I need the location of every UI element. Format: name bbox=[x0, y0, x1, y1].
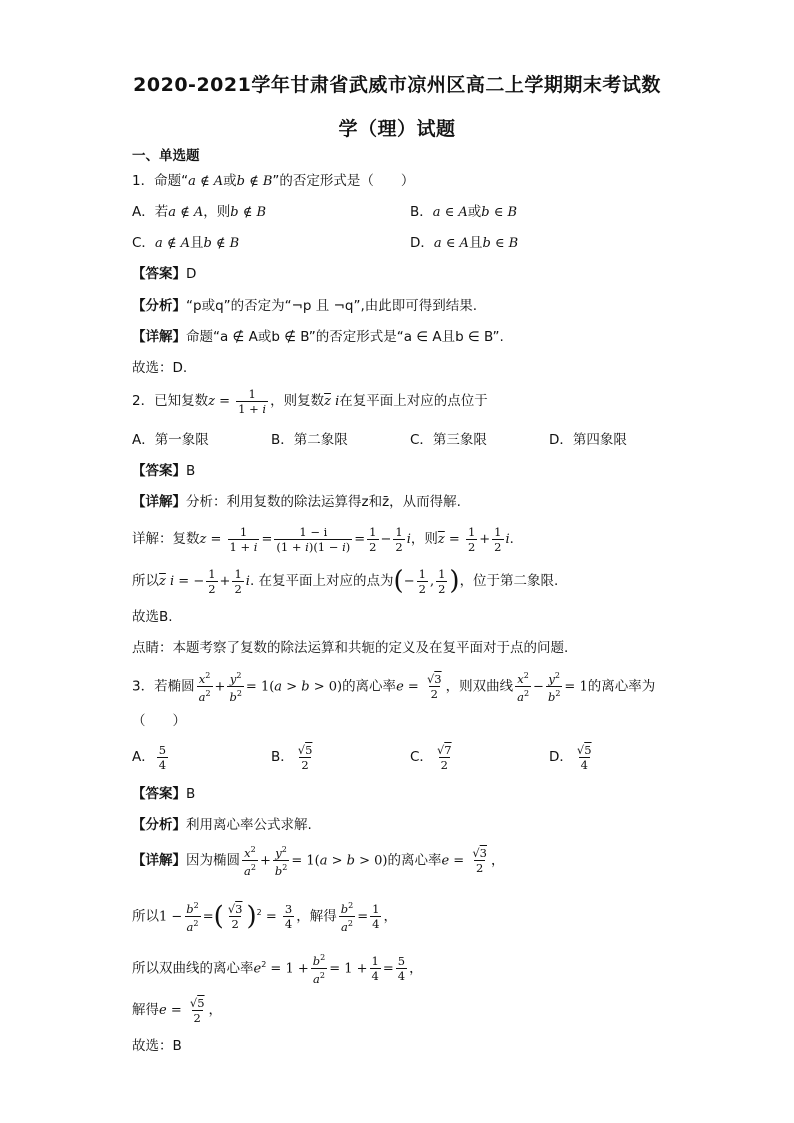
q1-option-c: C．a ∉ A且b ∉ B bbox=[132, 235, 240, 251]
q3-option-d: D． $\frac{√5}{4}$ bbox=[549, 742, 592, 772]
q1-option-d: D．a ∈ A且b ∈ B bbox=[410, 235, 519, 251]
q3-option-b: B． $\frac{√5}{2}$ bbox=[271, 742, 313, 772]
document-title-line-1: 2020-2021学年甘肃省武威市凉州区高二上学期期末考试数 bbox=[133, 74, 661, 96]
q2-comment: 点睛：本题考察了复数的除法运算和共轭的定义及在复平面对于点的问题. bbox=[132, 640, 569, 656]
q2-option-a: A．第一象限 bbox=[132, 432, 209, 448]
q2-conclusion: 故选B. bbox=[132, 609, 173, 625]
q1-stem: 1．命题“a ∉ A或b ∉ B”的否定形式是（ ） bbox=[132, 173, 415, 189]
q3-detail-line-4: 解得e = $\frac{√5}{2}$ ， bbox=[132, 995, 223, 1025]
q3-detail-line-3: 所以双曲线的离心率$e^2 = 1$ + $\frac{b^2}{a^2}$ = 1 + $\frac{1}{4}$ = $\frac{5}{4}$ ， bbox=[132, 953, 423, 986]
document-title-line-2: 学（理）试题 bbox=[338, 118, 456, 140]
q2-detail-line-2: 详解：复数z = $\frac{1}{1 + i}$ = $\frac{1 - i}{(1 + i)(1 - i)}$ = $\frac{1}{2}$ − $\frac{1}{2}$ i，则$\overline{z}$ = $\frac{1}{2}$ + $\frac{1}{2}$ i. bbox=[132, 524, 514, 554]
q2-detail: 【详解】分析：利用复数的除法运算得z和z̄，从而得解. bbox=[132, 494, 461, 510]
q1-option-b: B．a ∈ A或b ∈ B bbox=[410, 204, 518, 220]
q3-paren: （ ） bbox=[132, 713, 186, 729]
q2-option-d: D．第四象限 bbox=[549, 432, 627, 448]
q1-analysis: 【分析】“p或q”的否定为“¬p 且 ¬q”,由此即可得到结果. bbox=[132, 298, 478, 314]
q1-option-a: A．若a ∉ A，则b ∉ B bbox=[132, 204, 267, 220]
q2-answer: 【答案】B bbox=[132, 463, 196, 479]
q3-analysis: 【分析】利用离心率公式求解. bbox=[132, 817, 312, 833]
q3-detail-line-2: 所以1 − $\frac{b^2}{a^2}$ =( $\frac{√3}{2}$ )$^2$ = $\frac{3}{4}$ ，解得 $\frac{b^2}{a^2}$ = $\frac{1}{4}$ ， bbox=[132, 901, 397, 934]
q1-detail: 【详解】命题“a ∉ A或b ∉ B”的否定形式是“a ∈ A且b ∈ B”. bbox=[132, 329, 504, 345]
q3-answer: 【答案】B bbox=[132, 786, 196, 802]
q2-option-c: C．第三象限 bbox=[410, 432, 487, 448]
q2-option-b: B．第二象限 bbox=[271, 432, 348, 448]
q3-detail: 【详解】因为椭圆 $\frac{x^2}{a^2}$ + $\frac{y^2}{b^2}$ = 1(a > b > 0)的离心率e = $\frac{√3}{2}$ ， bbox=[132, 845, 505, 878]
q1-conclusion: 故选：D. bbox=[132, 360, 188, 376]
q2-stem: 2．已知复数z = $\frac{1}{1 + i}$ ，则复数$\overline{z}$ i在复平面上对应的点位于 bbox=[132, 386, 488, 416]
section-heading: 一、单选题 bbox=[132, 148, 200, 164]
q3-option-c: C． $\frac{√7}{2}$ bbox=[410, 742, 452, 772]
q3-option-a: A． $\frac{5}{4}$ bbox=[132, 742, 167, 772]
q3-conclusion: 故选：B bbox=[132, 1038, 182, 1054]
q2-detail-line-3: 所以$\overline{z}$ i = − $\frac{1}{2}$ + $\frac{1}{2}$ i. 在复平面上对应的点为(− $\frac{1}{2}$ , $\frac{1}{2}$ )，位于第二象限. bbox=[132, 566, 559, 596]
q3-stem: 3．若椭圆 $\frac{x^2}{a^2}$ + $\frac{y^2}{b^2}$ = 1(a > b > 0)的离心率e = $\frac{√3}{2}$ ，则双曲线 $\frac{x^2}{a^2}$ − $\frac{y^2}{b^2}$ = 1的离心率为 bbox=[132, 671, 656, 704]
q1-answer: 【答案】D bbox=[132, 266, 197, 282]
